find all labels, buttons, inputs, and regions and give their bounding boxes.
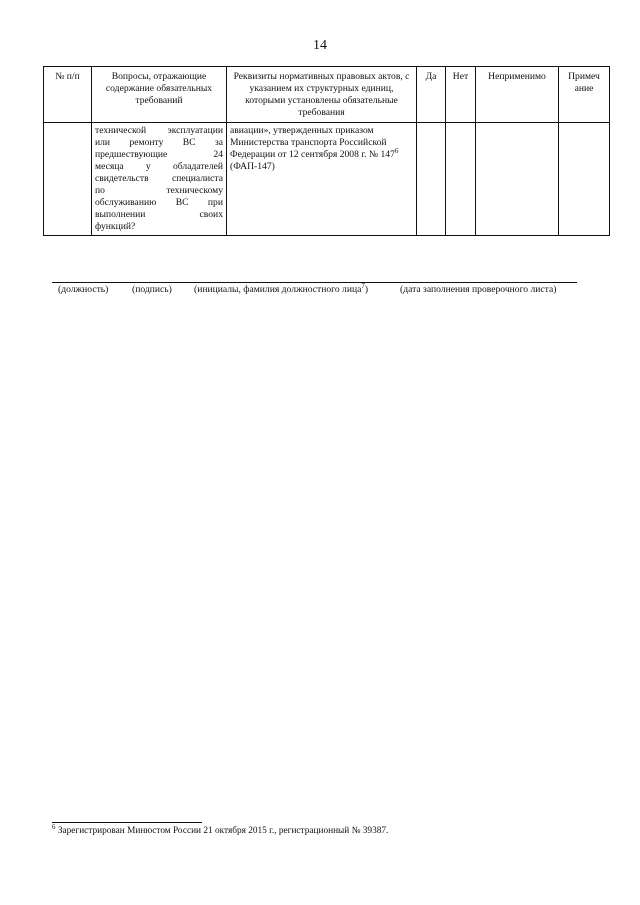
question-line: функций? (95, 221, 136, 232)
question-line: обслуживанию ВС при (95, 197, 223, 208)
header-note: Примеч ание (559, 67, 610, 123)
table-header-row (44, 67, 610, 123)
footnote-ref-6: 6 (394, 146, 399, 155)
question-line: по техническому (95, 185, 223, 196)
footnote-mark: 6 (52, 822, 56, 831)
checklist-table (43, 66, 610, 236)
no-cell[interactable] (446, 123, 476, 236)
question-cell (92, 123, 227, 236)
header-not-applicable: Неприменимо (476, 67, 559, 123)
note-cell[interactable] (559, 123, 610, 236)
question-line: выполнении своих (95, 209, 223, 220)
signature-line (52, 282, 577, 283)
footnote-text: Зарегистрирован Минюстом России 21 октября 2015 г., регистрационный № 39387. (55, 826, 389, 836)
header-questions: Вопросы, отражающие содержание обязательных требований (92, 67, 227, 123)
caption-date: (дата заполнения проверочного листа) (400, 284, 557, 295)
yes-cell[interactable] (417, 123, 446, 236)
question-line: свидетельств специалиста (95, 173, 223, 184)
footnote (52, 822, 389, 836)
header-no: Нет (446, 67, 476, 123)
page-number: 14 (313, 38, 327, 53)
caption-name: (инициалы, фамилия должностного лица$^7$) (194, 281, 369, 295)
requisites-text: авиации», утвержденных приказом Министерства транспорта Российской Федерации от 12 сентября 2008 г. № 147 (230, 125, 395, 160)
requisites-cell (227, 123, 417, 236)
question-line: или ремонту ВС за (95, 137, 223, 148)
header-yes: Да (417, 67, 446, 123)
question-line: предшествующие 24 (95, 149, 223, 160)
question-line: месяца у обладателей (95, 161, 223, 172)
table-row (44, 123, 610, 236)
not-applicable-cell[interactable] (476, 123, 559, 236)
requisites-text-tail: (ФАП-147) (230, 161, 275, 172)
caption-signature: (подпись) (132, 284, 172, 295)
footnote-separator (52, 822, 202, 823)
question-line: технической эксплуатации (95, 125, 223, 136)
header-number: № п/п (44, 67, 92, 123)
row-number-cell (44, 123, 92, 236)
footnote-ref-7: 7 (361, 281, 365, 290)
caption-position: (должность) (58, 284, 109, 295)
header-requisites: Реквизиты нормативных правовых актов, с указанием их структурных единиц, которыми установлены обязательные требования (227, 67, 417, 123)
